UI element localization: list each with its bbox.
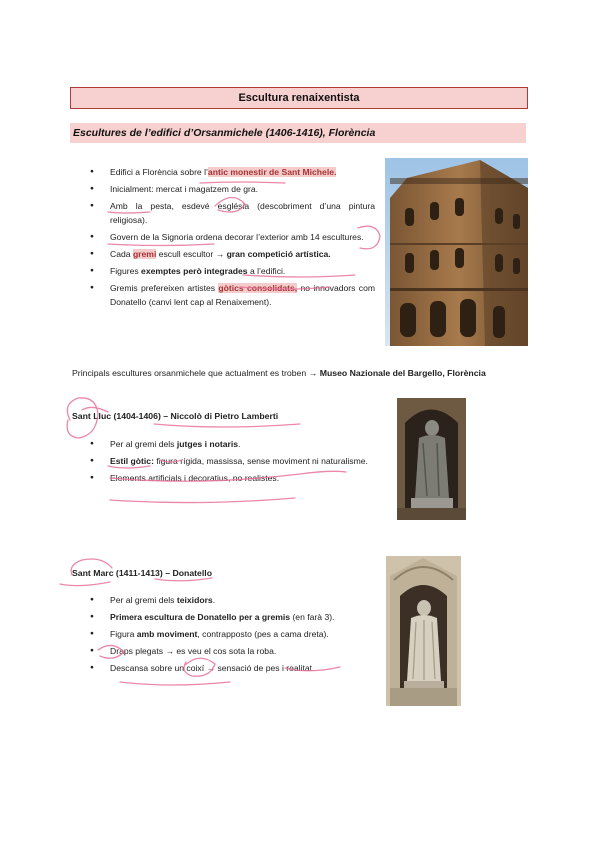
- list-item: ● Figures exemptes però integrades a l’edifici.: [90, 264, 375, 278]
- list-item: ● Estil gòtic: figura rígida, massissa, sense moviment ni naturalisme.: [90, 454, 370, 468]
- list-item: ● Per al gremi dels jutges i notaris.: [90, 437, 370, 451]
- sant-lluc-statue-photo: [397, 398, 466, 520]
- list-item: ● Edifici a Florència sobre l’antic monestir de Sant Michele.: [90, 165, 375, 179]
- sant-marc-heading: Sant Marc (1411-1413) – Donatello: [72, 568, 213, 578]
- list-item: ● Per al gremi dels teixidors.: [90, 593, 370, 607]
- list-item: ● Descansa sobre un coixí → sensació de pes i realitat.: [90, 661, 370, 675]
- list-item: ● Figura amb moviment, contrapposto (pes a cama dreta).: [90, 627, 370, 641]
- list-item: ● Gremis prefereixen artistes gòtics consolidats, no innovadors com Donatello (canvi lent cap al Renaixement).: [90, 281, 375, 309]
- section-subtitle: Escultures de l’edifici d’Orsanmichele (1406-1416), Florència: [70, 123, 526, 143]
- list-item: ● Inicialment: mercat i magatzem de gra.: [90, 182, 375, 196]
- list-item: ● Govern de la Signoria ordena decorar l’exterior amb 14 escultures.: [90, 230, 375, 244]
- document-title: Escultura renaixentista: [70, 87, 528, 109]
- list-item: ● Cada gremi escull escultor → gran competició artística.: [90, 247, 375, 261]
- list-item: ● Draps plegats → es veu el cos sota la roba.: [90, 644, 370, 658]
- sant-lluc-list: [90, 437, 370, 488]
- list-item: ● Primera escultura de Donatello per a gremis (en farà 3).: [90, 610, 370, 624]
- list-item: ● Amb la pesta, esdevé església (descobriment d’una pintura religiosa).: [90, 199, 375, 227]
- orsanmichele-building-photo: [385, 158, 528, 346]
- sant-lluc-heading: Sant Lluc (1404-1406) – Niccolò di Pietro Lamberti: [72, 411, 279, 421]
- intro-list: [90, 165, 375, 312]
- sant-marc-list: [90, 593, 370, 678]
- museum-paragraph: Principals escultures orsanmichele que actualment es troben → Museo Nazionale del Bargello, Florència: [72, 368, 486, 378]
- list-item: ● Elements artificials i decoratius, no realistes.: [90, 471, 370, 485]
- sant-marc-statue-photo: [386, 556, 461, 706]
